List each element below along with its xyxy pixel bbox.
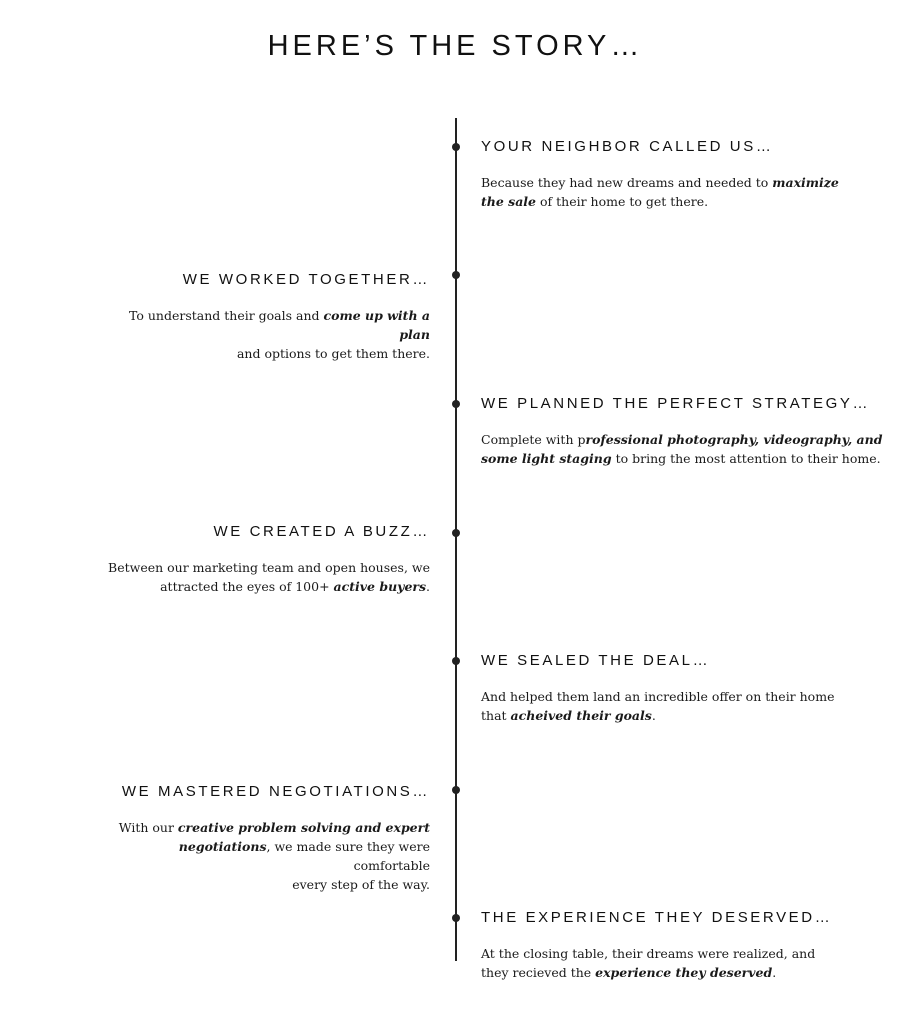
emphasized-text: rofessional photography, videography, and [585, 432, 883, 447]
body-text: . [426, 579, 430, 594]
timeline-dot [452, 271, 460, 279]
body-text: attracted the eyes of 100+ [160, 579, 334, 594]
timeline-entry-experience-deserved [481, 909, 891, 982]
timeline-entry-neighbor-called [481, 138, 891, 211]
entry-body [481, 430, 891, 468]
body-text: Complete with p [481, 432, 586, 447]
entry-heading: WE CREATED A BUZZ… [213, 523, 430, 540]
timeline-entry-planned-strategy [481, 395, 891, 468]
timeline-dot [452, 143, 460, 151]
emphasized-text: experience they deserved [595, 965, 773, 980]
body-text: And helped them land an incredible offer on their home [481, 689, 835, 704]
emphasized-text: active buyers [333, 579, 427, 594]
entry-heading: WE WORKED TOGETHER… [182, 271, 430, 288]
entry-heading: WE SEALED THE DEAL… [481, 652, 711, 669]
body-text: . [772, 965, 777, 980]
timeline-dot [452, 657, 460, 665]
emphasized-text: maximize [772, 175, 839, 190]
entry-heading: YOUR NEIGHBOR CALLED US… [481, 138, 774, 155]
emphasized-text: acheived their goals [510, 708, 652, 723]
timeline-entry-created-buzz [100, 523, 430, 596]
body-text: Because they had new dreams and needed to [481, 175, 773, 190]
body-text: to bring the most attention to their home. [611, 451, 881, 466]
timeline-entry-worked-together [100, 271, 430, 363]
emphasized-text: the sale [481, 194, 537, 209]
body-text: Between our marketing team and open houses, we [108, 560, 430, 575]
emphasized-text: come up with a plan [323, 308, 430, 342]
timeline-dot [452, 786, 460, 794]
entry-body [481, 173, 891, 211]
entry-body [481, 944, 891, 982]
emphasized-text: creative problem solving and expert [177, 820, 430, 835]
entry-heading: WE PLANNED THE PERFECT STRATEGY… [481, 395, 871, 412]
timeline-line [455, 118, 457, 961]
body-text: At the closing table, their dreams were realized, and [481, 946, 816, 961]
body-text: and options to get them there. [236, 346, 430, 361]
timeline-entry-sealed-deal [481, 652, 891, 725]
body-text: every step of the way. [292, 877, 430, 892]
timeline-dot [452, 914, 460, 922]
body-text: that [481, 708, 511, 723]
emphasized-text: some light staging [481, 451, 612, 466]
body-text: of their home to get there. [536, 194, 709, 209]
timeline-dot [452, 400, 460, 408]
entry-heading: THE EXPERIENCE THEY DESERVED… [481, 909, 833, 926]
page-title: HERE’S THE STORY… [267, 30, 644, 62]
body-text: With our [118, 820, 178, 835]
emphasized-text: negotiations [178, 839, 267, 854]
body-text: To understand their goals and [128, 308, 324, 323]
timeline-dot [452, 529, 460, 537]
entry-body [100, 818, 430, 894]
body-text: , we made sure they were comfortable [266, 839, 430, 873]
timeline-entry-mastered-negotiations [100, 783, 430, 894]
entry-body [100, 558, 430, 596]
entry-body [481, 687, 891, 725]
entry-heading: WE MASTERED NEGOTIATIONS… [121, 783, 430, 800]
body-text: they recieved the [481, 965, 596, 980]
body-text: . [651, 708, 656, 723]
entry-body [100, 306, 430, 363]
